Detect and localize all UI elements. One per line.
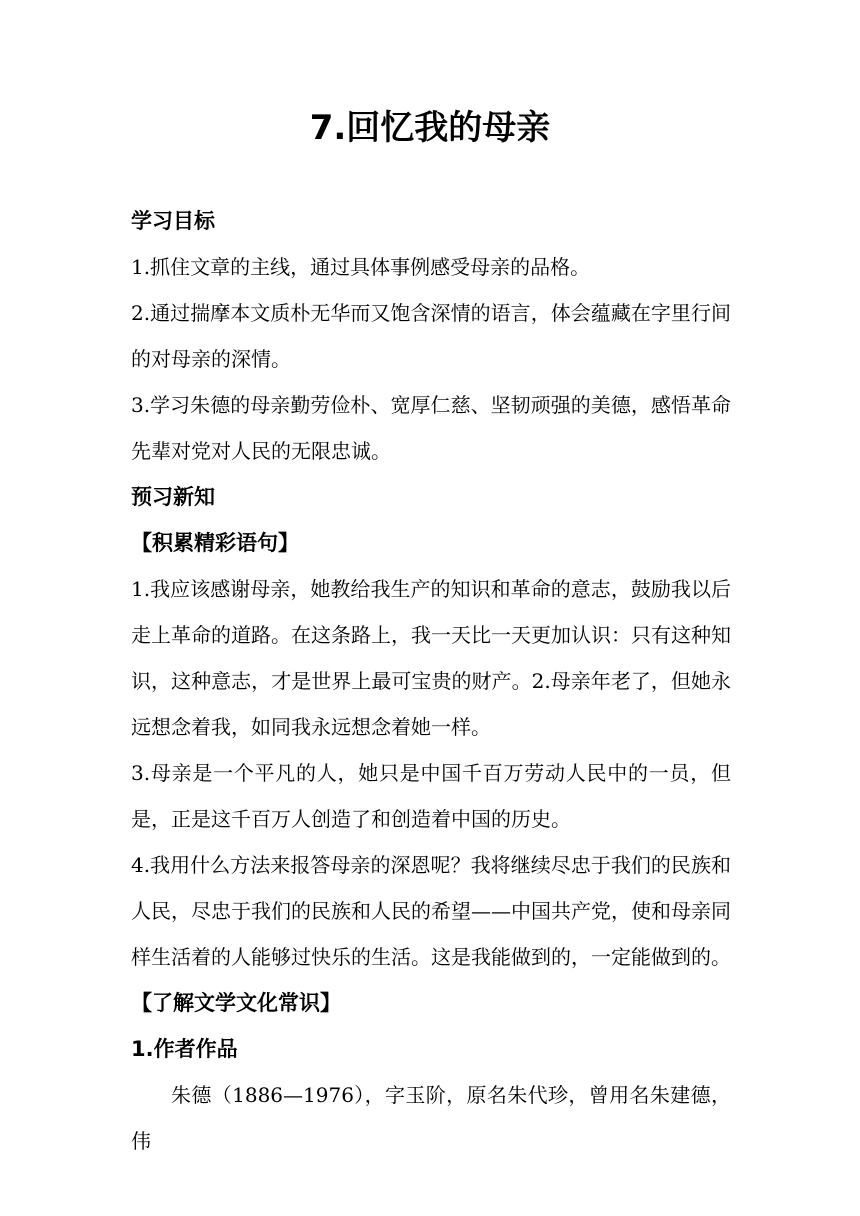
page-title: 7.回忆我的母亲: [309, 108, 551, 148]
section-heading-goals: 学习目标: [131, 209, 215, 233]
goal-item-1: 1.抓住文章的主线，通过具体事例感受母亲的品格。: [131, 255, 591, 279]
goal-item-2: 2.通过揣摩本文质朴无华而又饱含深情的语言，体会蕴藏在字里行间的对母亲的深情。: [131, 301, 731, 371]
sentence-item-4: 4.我用什么方法来报答母亲的深恩呢？我将继续尽忠于我们的民族和人民，尽忠于我们的民族和人民的希望——中国共产党，使和母亲同样生活着的人能够过快乐的生活。这是我能做到的，一定能做到的。: [131, 853, 731, 969]
sentence-item-1-2: 1.我应该感谢母亲，她教给我生产的知识和革命的意志，鼓励我以后走上革命的道路。在这条路上，我一天比一天更加认识：只有这种知识，这种意志，才是世界上最可宝贵的财产。2.母亲年老了，但她永远想念着我，如同我永远想念着她一样。: [131, 577, 731, 739]
sentence-item-3: 3.母亲是一个平凡的人，她只是中国千百万劳动人民中的一员，但是，正是这千百万人创造了和创造着中国的历史。: [131, 761, 731, 831]
document-body: [131, 198, 731, 1164]
author-paragraph: 朱德（1886—1976），字玉阶，原名朱代珍，曾用名朱建德，伟: [131, 1083, 731, 1153]
section-heading-preview: 预习新知: [131, 485, 215, 509]
author-heading: 1.作者作品: [131, 1037, 238, 1061]
goal-item-3: 3.学习朱德的母亲勤劳俭朴、宽厚仁慈、坚韧顽强的美德，感悟革命先辈对党对人民的无限忠诚。: [131, 393, 731, 463]
subheading-sentences: 【积累精彩语句】: [131, 531, 299, 555]
subheading-culture: 【了解文学文化常识】: [131, 991, 341, 1015]
